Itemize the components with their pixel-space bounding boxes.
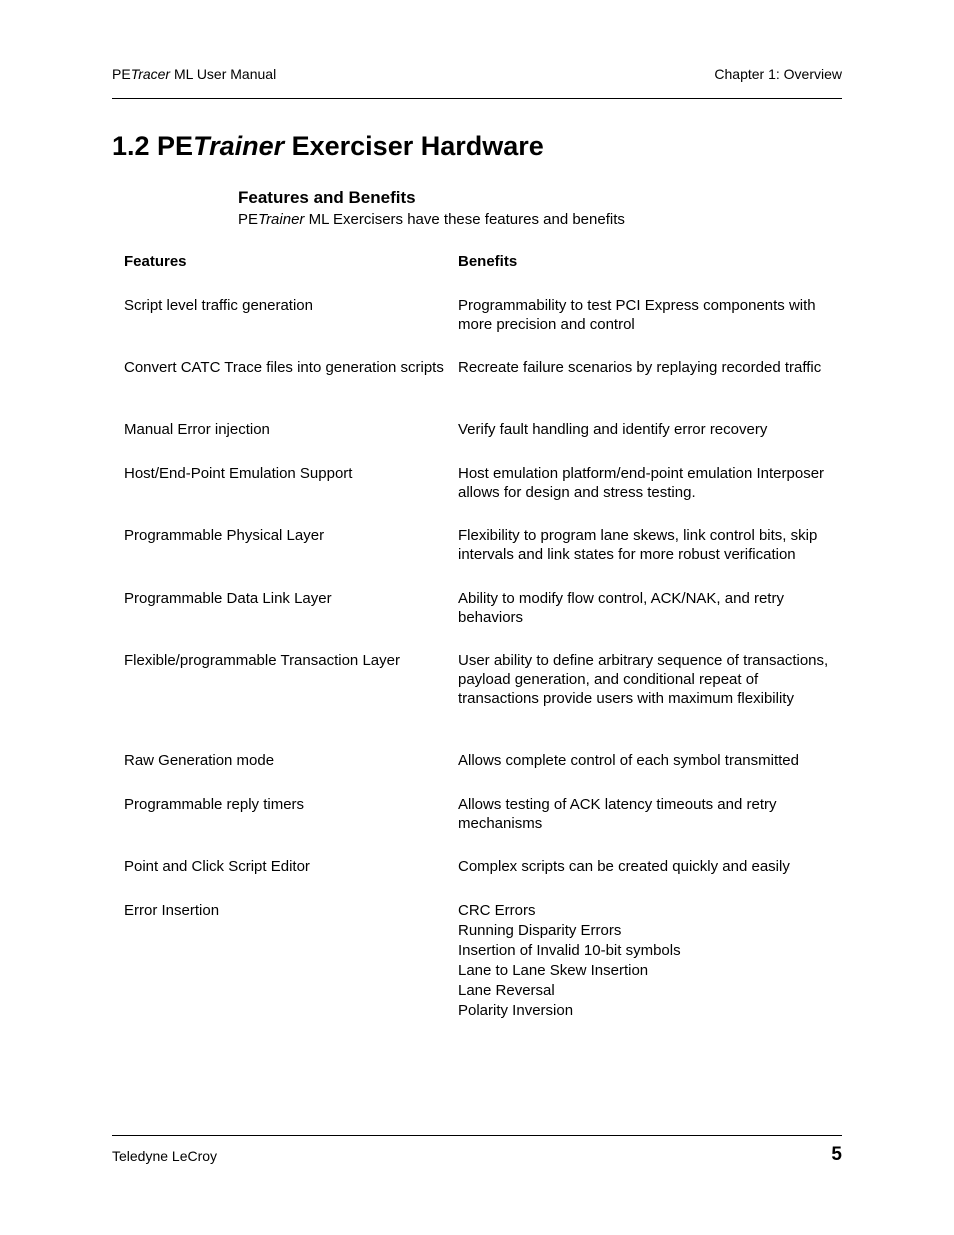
- table-row: [124, 420, 834, 464]
- benefit-cell: Host emulation platform/end-point emulation Interposer allows for design and stress testing.: [458, 465, 825, 501]
- table-row: [124, 589, 834, 651]
- intro-prefix: PE: [238, 211, 259, 228]
- feature-cell: Programmable Physical Layer: [124, 527, 325, 544]
- table-row-error-insertion: [124, 901, 834, 1021]
- manual-title-prefix: PE: [112, 66, 131, 82]
- table-row: [124, 795, 834, 857]
- features-column-header: Features: [124, 253, 187, 270]
- benefit-cell: Allows testing of ACK latency timeouts and retry mechanisms: [458, 796, 777, 832]
- table-row: [124, 857, 834, 901]
- chapter-title: Chapter 1: Overview: [714, 66, 842, 82]
- company-name: Teledyne LeCroy: [112, 1148, 218, 1164]
- intro-italic: Trainer: [258, 211, 305, 228]
- benefit-cell: Complex scripts can be created quickly and easily: [458, 858, 790, 875]
- table-row: [124, 651, 834, 751]
- feature-cell: Host/End-Point Emulation Support: [124, 465, 353, 482]
- section-title: [112, 131, 544, 162]
- section-title-prefix: 1.2 PE: [112, 131, 194, 161]
- list-item: Lane Reversal: [458, 982, 555, 999]
- manual-title-suffix: ML User Manual: [170, 66, 277, 82]
- feature-cell: Programmable Data Link Layer: [124, 590, 332, 607]
- benefit-cell: Programmability to test PCI Express components with more precision and control: [458, 297, 816, 333]
- page-header: [112, 64, 842, 99]
- section-title-suffix: Exerciser Hardware: [284, 131, 544, 161]
- table-row: [124, 526, 834, 589]
- intro-suffix: ML Exercisers have these features and benefits: [304, 211, 625, 228]
- list-item: Lane to Lane Skew Insertion: [458, 962, 649, 979]
- feature-cell: Error Insertion: [124, 902, 220, 919]
- benefit-cell: Allows complete control of each symbol transmitted: [458, 752, 799, 769]
- benefit-list: [458, 901, 834, 1021]
- benefit-cell: User ability to define arbitrary sequence of transactions, payload generation, and conditional repeat of transactions provide users with maximum flexibility: [458, 652, 829, 707]
- features-heading: Features and Benefits: [238, 188, 416, 207]
- benefit-cell: Verify fault handling and identify error recovery: [458, 421, 768, 438]
- table-row: [124, 464, 834, 526]
- benefits-column-header: Benefits: [458, 253, 518, 270]
- intro-text: [238, 211, 625, 228]
- list-item: Running Disparity Errors: [458, 922, 622, 939]
- list-item: CRC Errors: [458, 902, 536, 919]
- feature-cell: Script level traffic generation: [124, 297, 313, 314]
- feature-cell: Point and Click Script Editor: [124, 858, 310, 875]
- features-table: [124, 252, 834, 1021]
- page-number: 5: [831, 1144, 842, 1165]
- benefit-cell: Ability to modify flow control, ACK/NAK, and retry behaviors: [458, 590, 784, 626]
- feature-cell: Flexible/programmable Transaction Layer: [124, 652, 400, 669]
- feature-cell: Manual Error injection: [124, 421, 270, 438]
- table-row: [124, 751, 834, 795]
- table-row: [124, 358, 834, 420]
- list-item: Insertion of Invalid 10-bit symbols: [458, 942, 681, 959]
- table-header-row: [124, 252, 834, 296]
- section-title-italic: Trainer: [193, 131, 285, 161]
- feature-cell: Programmable reply timers: [124, 796, 305, 813]
- manual-title: [112, 66, 276, 82]
- manual-title-italic: Tracer: [130, 66, 171, 82]
- benefit-cell: Flexibility to program lane skews, link control bits, skip intervals and link states for more robust verification: [458, 527, 818, 563]
- list-item: Polarity Inversion: [458, 1002, 574, 1019]
- table-row: [124, 296, 834, 358]
- benefit-cell: Recreate failure scenarios by replaying recorded traffic: [458, 359, 822, 376]
- feature-cell: Convert CATC Trace files into generation scripts: [124, 359, 444, 376]
- feature-cell: Raw Generation mode: [124, 752, 275, 769]
- page-footer: [112, 1135, 842, 1172]
